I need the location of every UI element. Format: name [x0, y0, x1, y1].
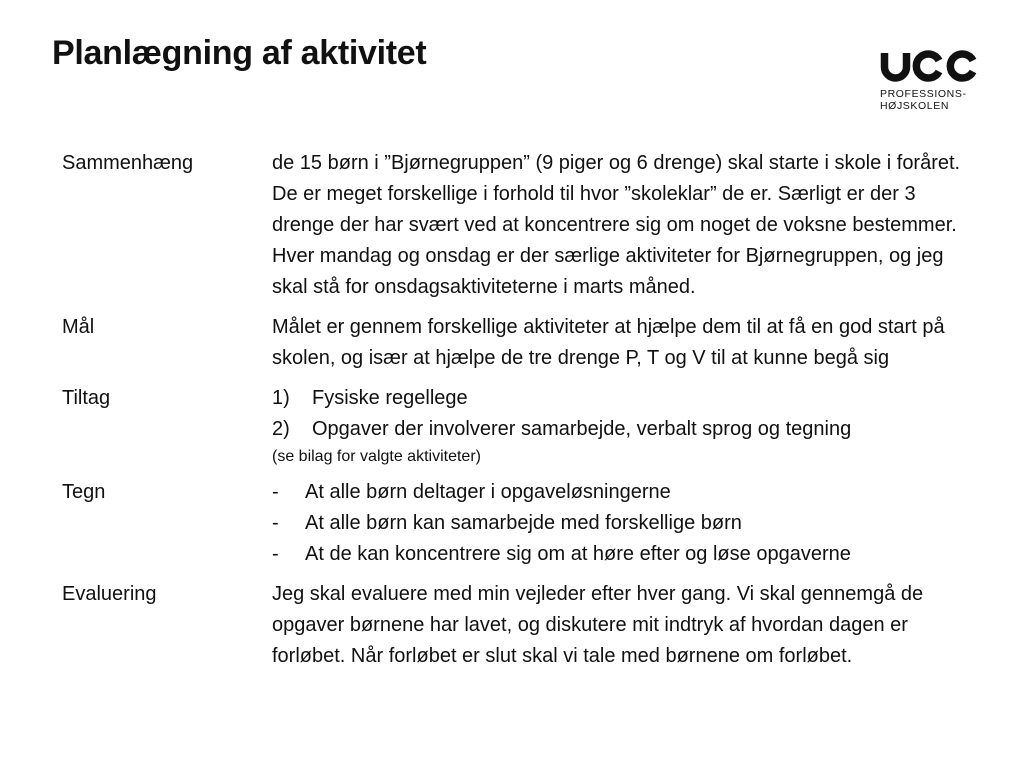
row-label: Mål	[62, 316, 95, 338]
logo-text-line-1: PROFESSIONS-	[880, 88, 967, 100]
list-item-text: At de kan koncentrere sig om at høre efter og løse opgaverne	[305, 543, 851, 565]
row-tegn	[62, 477, 972, 579]
list-item	[272, 539, 972, 570]
list-item-text: At alle børn kan samarbejde med forskellige børn	[305, 512, 742, 534]
ucc-logo	[880, 50, 990, 112]
list-number: 1)	[272, 387, 290, 409]
row-text: de 15 børn i ”Bjørnegruppen” (9 piger og 6 drenge) skal starte i skole i foråret. De er meget forskellige i forhold til hvor ”skoleklar” de er. Særligt er der 3 drenge der har svært ved at koncentrere sig om noget de voksne bestemmer. Hver mandag og onsdag er der særlige aktiviteter for Bjørnegruppen, og jeg skal stå for onsdagsaktiviteterne i marts måned.	[272, 152, 961, 298]
list-item	[272, 477, 972, 508]
row-maal	[62, 312, 972, 383]
row-content	[272, 383, 972, 477]
row-label: Evaluering	[62, 583, 157, 605]
note-text: (se bilag for valgte aktiviteter)	[272, 448, 481, 465]
list-number: 2)	[272, 418, 290, 440]
list-item	[272, 508, 972, 539]
row-label: Tegn	[62, 481, 106, 503]
list-dash: -	[272, 512, 279, 534]
row-label: Tiltag	[62, 387, 111, 409]
list-item-text: Opgaver der involverer samarbejde, verbalt sprog og tegning	[312, 418, 852, 440]
row-label: Sammenhæng	[62, 152, 194, 174]
list-dash: -	[272, 481, 279, 503]
slide-title: Planlægning af aktivitet	[52, 34, 427, 72]
row-sammenhaeng	[62, 148, 972, 312]
activity-plan-table	[62, 148, 972, 672]
row-text: Jeg skal evaluere med min vejleder efter hver gang. Vi skal gennemgå de opgaver børnene har lavet, og diskutere mit indtryk af hvordan dagen er forløbet. Når forløbet er slut skal vi tale med børnene om forløbet.	[272, 583, 924, 667]
list-item	[272, 414, 972, 445]
ucc-logo-mark	[880, 50, 978, 82]
row-text: Målet er gennem forskellige aktiviteter at hjælpe dem til at få en god start på skolen, og især at hjælpe de tre drenge P, T og V til at kunne begå sig	[272, 316, 945, 369]
list-item-text: At alle børn deltager i opgaveløsningerne	[305, 481, 671, 503]
list-dash: -	[272, 543, 279, 565]
row-tiltag	[62, 383, 972, 477]
logo-text-line-2: HØJSKOLEN	[880, 100, 949, 112]
row-content	[272, 477, 972, 579]
list-item-text: Fysiske regellege	[312, 387, 468, 409]
list-item	[272, 383, 972, 414]
row-evaluering	[62, 579, 972, 672]
